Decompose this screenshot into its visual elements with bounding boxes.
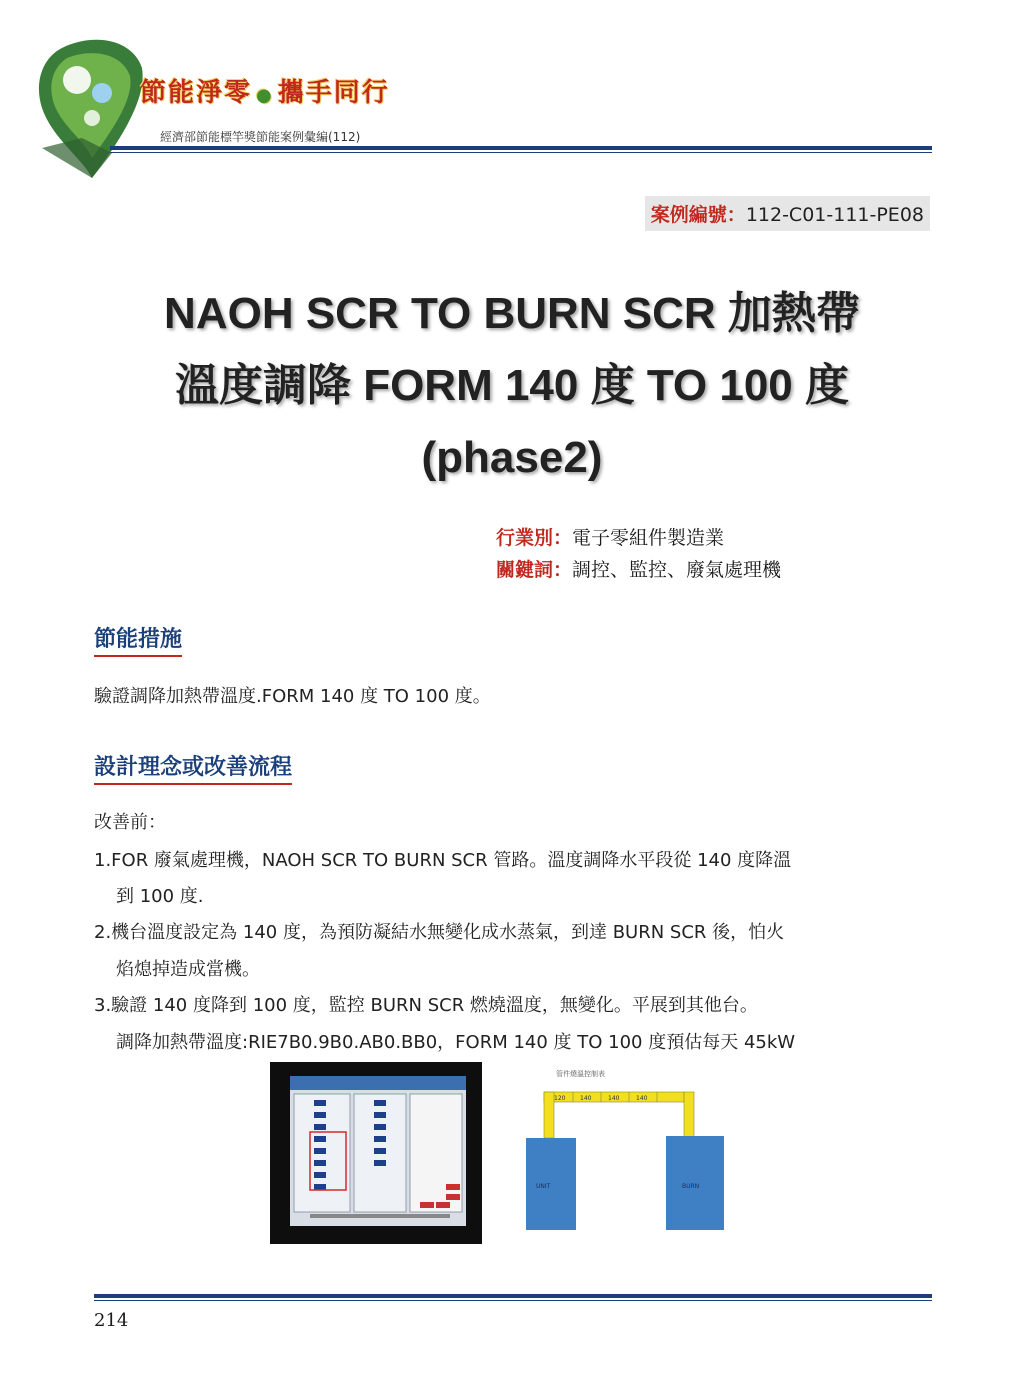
diagram-caption: 管件燒溫控制表 [556,1070,605,1078]
section-heading-design: 設計理念或改善流程 [94,750,292,785]
pipe-diagram-image [518,1060,756,1252]
pipe-cell-2: 140 [580,1095,592,1102]
item2-line2: 焰熄掉造成當機。 [116,959,260,980]
keywords-value: 調控、監控、廢氣處理機 [572,559,782,581]
brand-slogan [140,72,390,109]
brand-separator: ● [256,85,274,106]
header-subtitle: 經濟部節能標竿獎節能案例彙編(112) [160,130,361,144]
section-heading-measures: 節能措施 [94,622,182,657]
diagram-box-left-label: UNIT [536,1183,551,1190]
brand-left-text: 節能淨零 [140,78,253,108]
keywords-label: 關鍵詞： [496,559,573,581]
case-number-value: 112-C01-111-PE08 [745,204,924,226]
item1-line1: 1.FOR 廢氣處理機，NAOH SCR TO BURN SCR 管路。溫度調降水平段從 140 度降溫 [94,850,792,871]
pipe-cell-1: 120 [554,1095,566,1102]
item1-line2: 到 100 度. [116,886,204,907]
brand-right-text: 攜手同行 [277,78,390,108]
title-line-3: (phase2) [421,433,603,482]
case-number-label: 案例編號： [650,204,746,226]
pipe-cell-3: 140 [608,1095,620,1102]
item3-line2: 調降加熱帶溫度:RIE7B0.9B0.AB0.BB0，FORM 140 度 TO 100 度預估每天 45kW [116,1032,796,1053]
case-number-box [645,196,930,231]
measures-text: 驗證調降加熱帶溫度.FORM 140 度 TO 100 度。 [94,686,491,707]
before-label: 改善前： [94,812,166,833]
item2-line1: 2.機台溫度設定為 140 度，為預防凝結水無變化成水蒸氣，到達 BURN SCR 後，怕火 [94,922,785,943]
case-meta [496,522,781,586]
header-rule-thin [110,152,932,153]
title-line-2: 溫度調降 FORM 140 度 TO 100 度 [174,361,849,410]
item3-line1: 3.驗證 140 度降到 100 度，監控 BURN SCR 燃燒溫度，無變化。平展到其他台。 [94,995,758,1016]
pipe-cell-4: 140 [636,1095,648,1102]
industry-label: 行業別： [496,527,573,549]
hmi-screenshot-image [270,1062,482,1244]
footer-rule-thin [94,1300,932,1301]
header-rule [110,146,932,150]
page-title [94,278,930,494]
page-number: 214 [94,1310,129,1331]
title-line-1: NAOH SCR TO BURN SCR 加熱帶 [164,289,860,338]
industry-value: 電子零組件製造業 [572,527,725,549]
diagram-box-right-label: BURN [682,1183,700,1190]
footer-rule [94,1294,932,1298]
